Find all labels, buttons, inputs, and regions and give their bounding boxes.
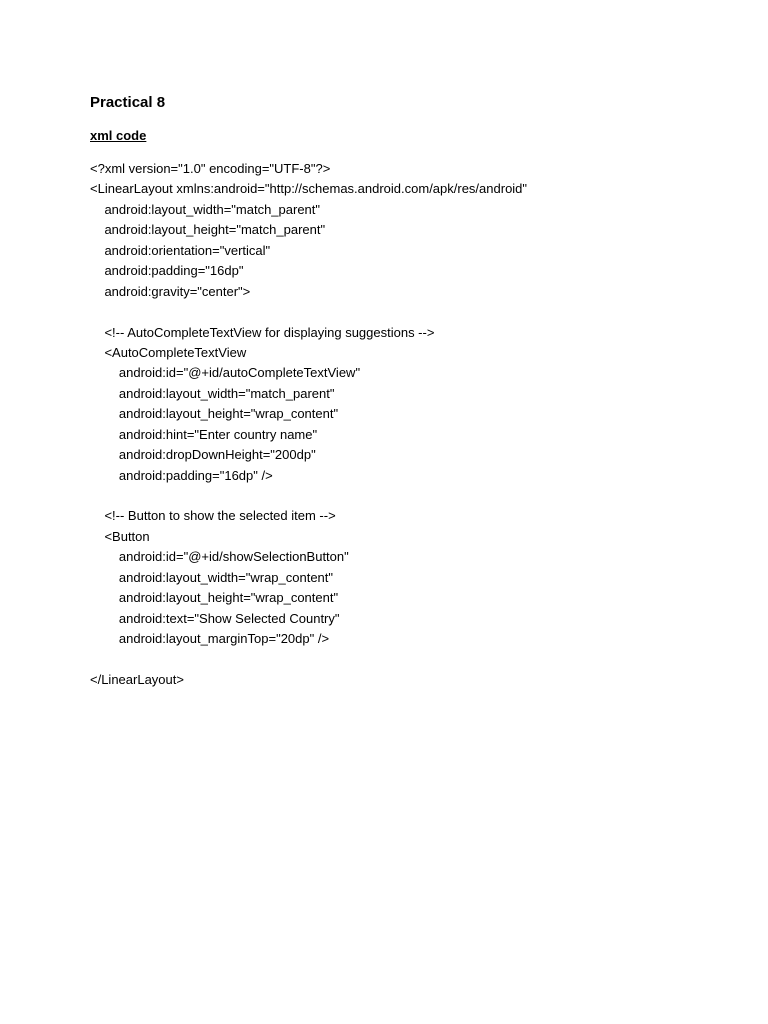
code-line: android:dropDownHeight="200dp" <box>90 447 316 463</box>
code-line: <Button <box>90 528 150 544</box>
code-line: <?xml version="1.0" encoding="UTF-8"?> <box>90 161 331 176</box>
page-title: Practical 8 <box>90 94 166 111</box>
code-line: <LinearLayout xmlns:android="http://schemas.android.com/apk/res/android" <box>90 181 528 197</box>
code-line: android:gravity="center"> <box>90 283 251 299</box>
code-line: android:layout_width="match_parent" <box>90 201 321 217</box>
code-line <box>90 486 730 506</box>
code-line: android:layout_width="wrap_content" <box>90 569 334 585</box>
code-line: <AutoCompleteTextView <box>90 344 247 360</box>
code-line <box>90 650 730 670</box>
code-line: android:layout_marginTop="20dp" /> <box>90 631 330 647</box>
code-line: android:layout_height="wrap_content" <box>90 590 339 606</box>
code-line: android:layout_width="match_parent" <box>90 385 335 401</box>
code-line: android:orientation="vertical" <box>90 242 271 258</box>
code-line: android:hint="Enter country name" <box>90 426 318 442</box>
code-line <box>90 302 730 322</box>
code-line: android:layout_height="match_parent" <box>90 222 326 238</box>
code-line: android:padding="16dp" <box>90 263 244 279</box>
code-line: </LinearLayout> <box>90 671 184 687</box>
code-block <box>90 159 730 690</box>
code-line: android:text="Show Selected Country" <box>90 610 340 626</box>
code-line: android:padding="16dp" /> <box>90 467 273 483</box>
code-line: <!-- AutoCompleteTextView for displaying suggestions --> <box>90 324 435 340</box>
code-line: <!-- Button to show the selected item --> <box>90 508 336 524</box>
section-heading: xml code <box>90 128 147 143</box>
code-line: android:id="@+id/autoCompleteTextView" <box>90 365 361 381</box>
code-line: android:layout_height="wrap_content" <box>90 406 339 422</box>
code-line: android:id="@+id/showSelectionButton" <box>90 549 349 565</box>
